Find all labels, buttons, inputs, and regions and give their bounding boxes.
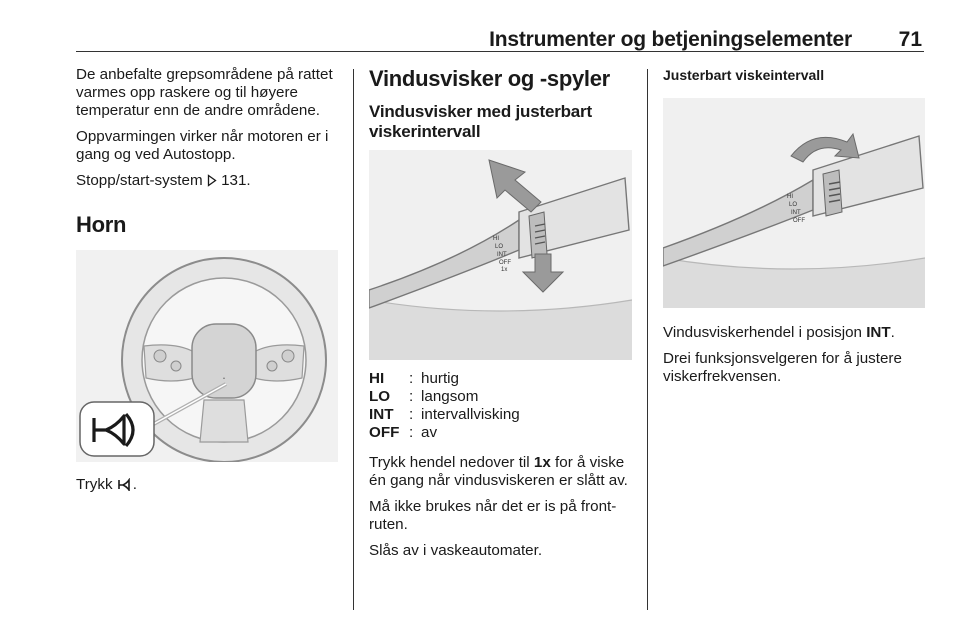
stalk-label-1x: 1x	[501, 267, 508, 273]
wiper-heading: Vindusvisker og -spyler	[369, 66, 610, 91]
single-wipe-paragraph: Trykk hendel nedover til 1x for å viske én gang når vindusviskeren er slått av.	[369, 454, 628, 489]
stalk-label-off: OFF	[793, 218, 805, 224]
stopstart-reference	[76, 172, 338, 190]
column-divider-1	[353, 69, 354, 610]
stalk-label-lo: LO	[495, 244, 504, 250]
svg-text:•: •	[223, 376, 225, 382]
definition-row: OFF : av	[369, 424, 438, 441]
wiper-subheading: Vindusvisker med justerbart viskerintervall	[369, 102, 592, 141]
header-divider	[76, 51, 924, 52]
stalk-label-hi: HI	[493, 236, 499, 242]
frequency-paragraph: Drei funksjonsvelgeren for å justere viskerfrekvensen.	[663, 350, 902, 385]
stopstart-text: Stopp/start-system	[76, 172, 203, 189]
heating-paragraph-2: Oppvarmingen virker når motoren er i gang og ved Autostopp.	[76, 128, 329, 163]
steering-wheel-horn-figure	[76, 250, 338, 462]
stopstart-page[interactable]: 131.	[221, 172, 251, 189]
section-title: Instrumenter og betjeningselementer	[489, 28, 852, 51]
definition-desc: av	[421, 424, 438, 441]
stalk-label-off: OFF	[499, 260, 511, 266]
page-number: 71	[898, 28, 922, 51]
int-position-paragraph: Vindusviskerhendel i posisjon INT.	[663, 324, 895, 341]
int-position-term: INT	[866, 324, 891, 341]
definition-desc: hurtig	[421, 370, 459, 387]
horn-instruction: Trykk .	[76, 476, 138, 493]
heating-paragraph-1: De anbefalte grepsområdene på rattet varmes opp raskere og til høyere temperatur enn de andre områdene.	[76, 66, 333, 119]
stalk-label-int: INT	[497, 252, 507, 258]
horn-icon	[117, 478, 133, 491]
wiper-stalk-up-down-figure	[369, 150, 632, 360]
interval-heading: Justerbart viskeintervall	[663, 67, 825, 83]
page-reference-icon	[207, 174, 217, 187]
definition-row: HI : hurtig	[369, 370, 459, 387]
horn-heading: Horn	[76, 212, 127, 237]
column-2	[369, 66, 635, 568]
ice-warning-paragraph: Må ikke brukes når det er is på front-ruten.	[369, 498, 617, 533]
stalk-label-lo: LO	[789, 202, 798, 208]
column-divider-2	[647, 69, 648, 610]
stalk-label-hi: HI	[787, 194, 793, 200]
single-wipe-term: 1x	[533, 454, 551, 471]
trykk-text: Trykk	[76, 476, 113, 493]
definition-term: INT	[369, 406, 394, 423]
definition-row: INT : intervallvisking	[369, 406, 520, 423]
wiper-positions-list	[369, 370, 635, 442]
column-3	[663, 66, 925, 394]
page-header	[76, 28, 922, 50]
definition-desc: langsom	[421, 388, 479, 405]
definition-term: OFF	[369, 424, 400, 441]
carwash-paragraph: Slås av i vaskeautomater.	[369, 542, 543, 559]
column-1	[76, 66, 338, 502]
definition-row: LO : langsom	[369, 388, 479, 405]
definition-term: HI	[369, 370, 385, 387]
definition-desc: intervallvisking	[421, 406, 520, 423]
definition-term: LO	[369, 388, 391, 405]
wiper-interval-rotary-figure	[663, 98, 925, 308]
stalk-label-int: INT	[791, 210, 801, 216]
